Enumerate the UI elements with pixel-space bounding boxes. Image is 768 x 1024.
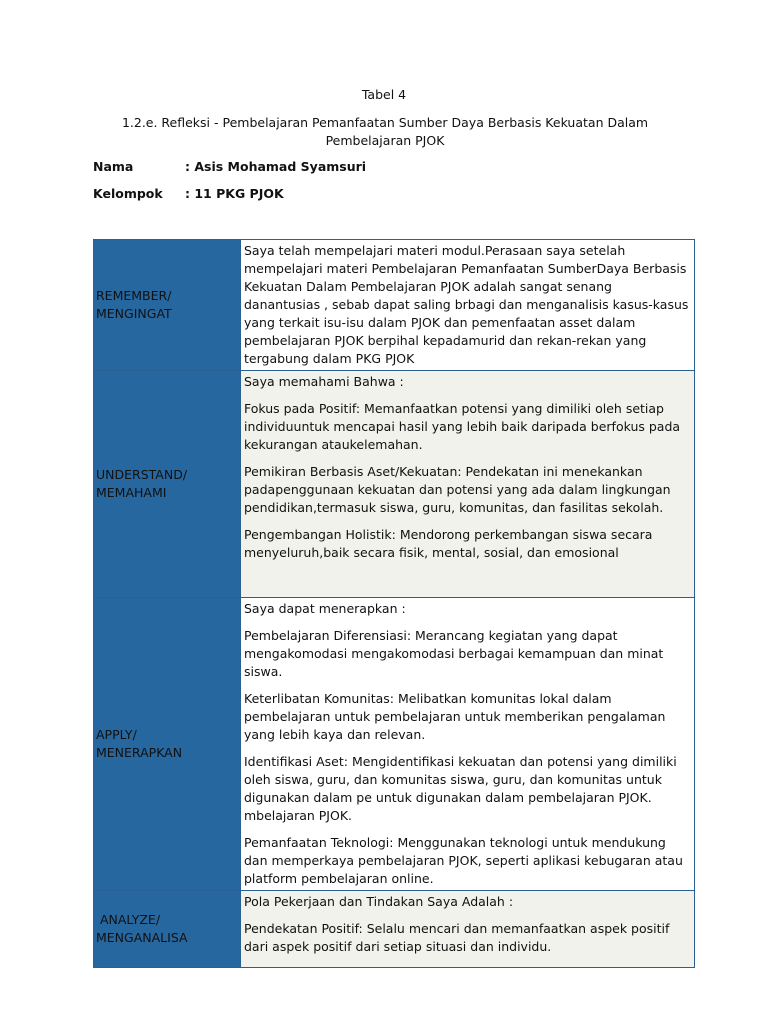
label-line-2: MENERAPKAN bbox=[96, 745, 183, 760]
name-value: : Asis Mohamad Syamsuri bbox=[185, 159, 367, 174]
content-paragraph: Pendekatan Positif: Selalu mencari dan memanfaatkan aspek positif dari aspek positif dari setiap situasi dan individu. bbox=[244, 921, 670, 954]
content-paragraph: Pemanfaatan Teknologi: Menggunakan teknologi untuk mendukung dan memperkaya pembelajaran PJOK, seperti aplikasi kebugaran atau platform pembelajaran online. bbox=[244, 835, 683, 886]
table-row-remember bbox=[94, 240, 695, 371]
content-paragraph: Saya dapat menerapkan : bbox=[244, 601, 406, 616]
group-value: : 11 PKG PJOK bbox=[185, 186, 284, 201]
name-label: Nama bbox=[93, 159, 134, 174]
content-paragraph: Pola Pekerjaan dan Tindakan Saya Adalah : bbox=[244, 894, 514, 909]
label-line-1: ANALYZE/ bbox=[96, 912, 161, 927]
table-row-understand bbox=[94, 371, 695, 598]
document-subtitle: 1.2.e. Refleksi - Pembelajaran Pemanfaatan Sumber Daya Berbasis Kekuatan Dalam Pembelajaran PJOK bbox=[121, 115, 649, 148]
reflection-table bbox=[93, 239, 695, 968]
row-content-apply bbox=[241, 598, 695, 891]
name-row bbox=[93, 159, 366, 174]
row-label-apply bbox=[94, 598, 241, 891]
table-row-apply bbox=[94, 598, 695, 891]
row-content-remember bbox=[241, 240, 695, 371]
group-label: Kelompok bbox=[93, 186, 163, 201]
content-paragraph: Fokus pada Positif: Memanfaatkan potensi yang dimiliki oleh setiap individuuntuk mencapai hasil yang lebih baik daripada berfokus pada kekurangan ataukelemahan. bbox=[244, 401, 681, 452]
label-line-2: MENGINGAT bbox=[96, 306, 172, 321]
content-paragraph: Pengembangan Holistik: Mendorong perkembangan siswa secara menyeluruh,baik secara fisik, mental, sosial, dan emosional bbox=[244, 527, 653, 560]
row-content-understand bbox=[241, 371, 695, 598]
label-line-1: UNDERSTAND/ bbox=[96, 467, 188, 482]
row-label-analyze bbox=[94, 891, 241, 968]
table-title: Tabel 4 bbox=[361, 87, 407, 102]
label-line-1: APPLY/ bbox=[96, 727, 137, 742]
content-paragraph: Saya memahami Bahwa : bbox=[244, 374, 404, 389]
content-paragraph: Pemikiran Berbasis Aset/Kekuatan: Pendekatan ini menekankan padapenggunaan kekuatan dan potensi yang ada dalam lingkungan pendidikan,termasuk siswa, guru, komunitas, dan fasilitas sekolah. bbox=[244, 464, 671, 515]
content-paragraph: Identifikasi Aset: Mengidentifikasi kekuatan dan potensi yang dimiliki oleh siswa, guru, dan komunitas siswa, guru, dan komunitas untuk digunakan dalam pe untuk digunakan dalam pembelajaran PJOK. mbelajaran PJOK. bbox=[244, 754, 677, 823]
row-content-analyze bbox=[241, 891, 695, 968]
content-paragraph: Keterlibatan Komunitas: Melibatkan komunitas lokal dalam pembelajaran untuk pembelajaran untuk memberikan pengalaman yang lebih kaya dan relevan. bbox=[244, 691, 666, 742]
label-line-2: MEMAHAMI bbox=[96, 485, 167, 500]
label-line-1: REMEMBER/ bbox=[96, 288, 172, 303]
row-label-understand bbox=[94, 371, 241, 598]
group-row bbox=[93, 186, 284, 201]
content-paragraph: Saya telah mempelajari materi modul.Perasaan saya setelah mempelajari materi Pembelajaran Pemanfaatan SumberDaya Berbasis Kekuatan Dalam Pembelajaran PJOK adalah sangat senang danantusias , sebab dapat saling brbagi dan menganalisis kasus-kasus yang terkait isu-isu dalam PJOK dan pemenfaatan asset dalam pembelajaran PJOK berpihal kepadamurid dan rekan-rekan yang tergabung dalam PKG PJOK bbox=[244, 243, 689, 366]
row-label-remember bbox=[94, 240, 241, 371]
table-row-analyze bbox=[94, 891, 695, 968]
content-paragraph: Pembelajaran Diferensiasi: Merancang kegiatan yang dapat mengakomodasi mengakomodasi berbagai kemampuan dan minat siswa. bbox=[244, 628, 664, 679]
label-line-2: MENGANALISA bbox=[96, 930, 188, 945]
